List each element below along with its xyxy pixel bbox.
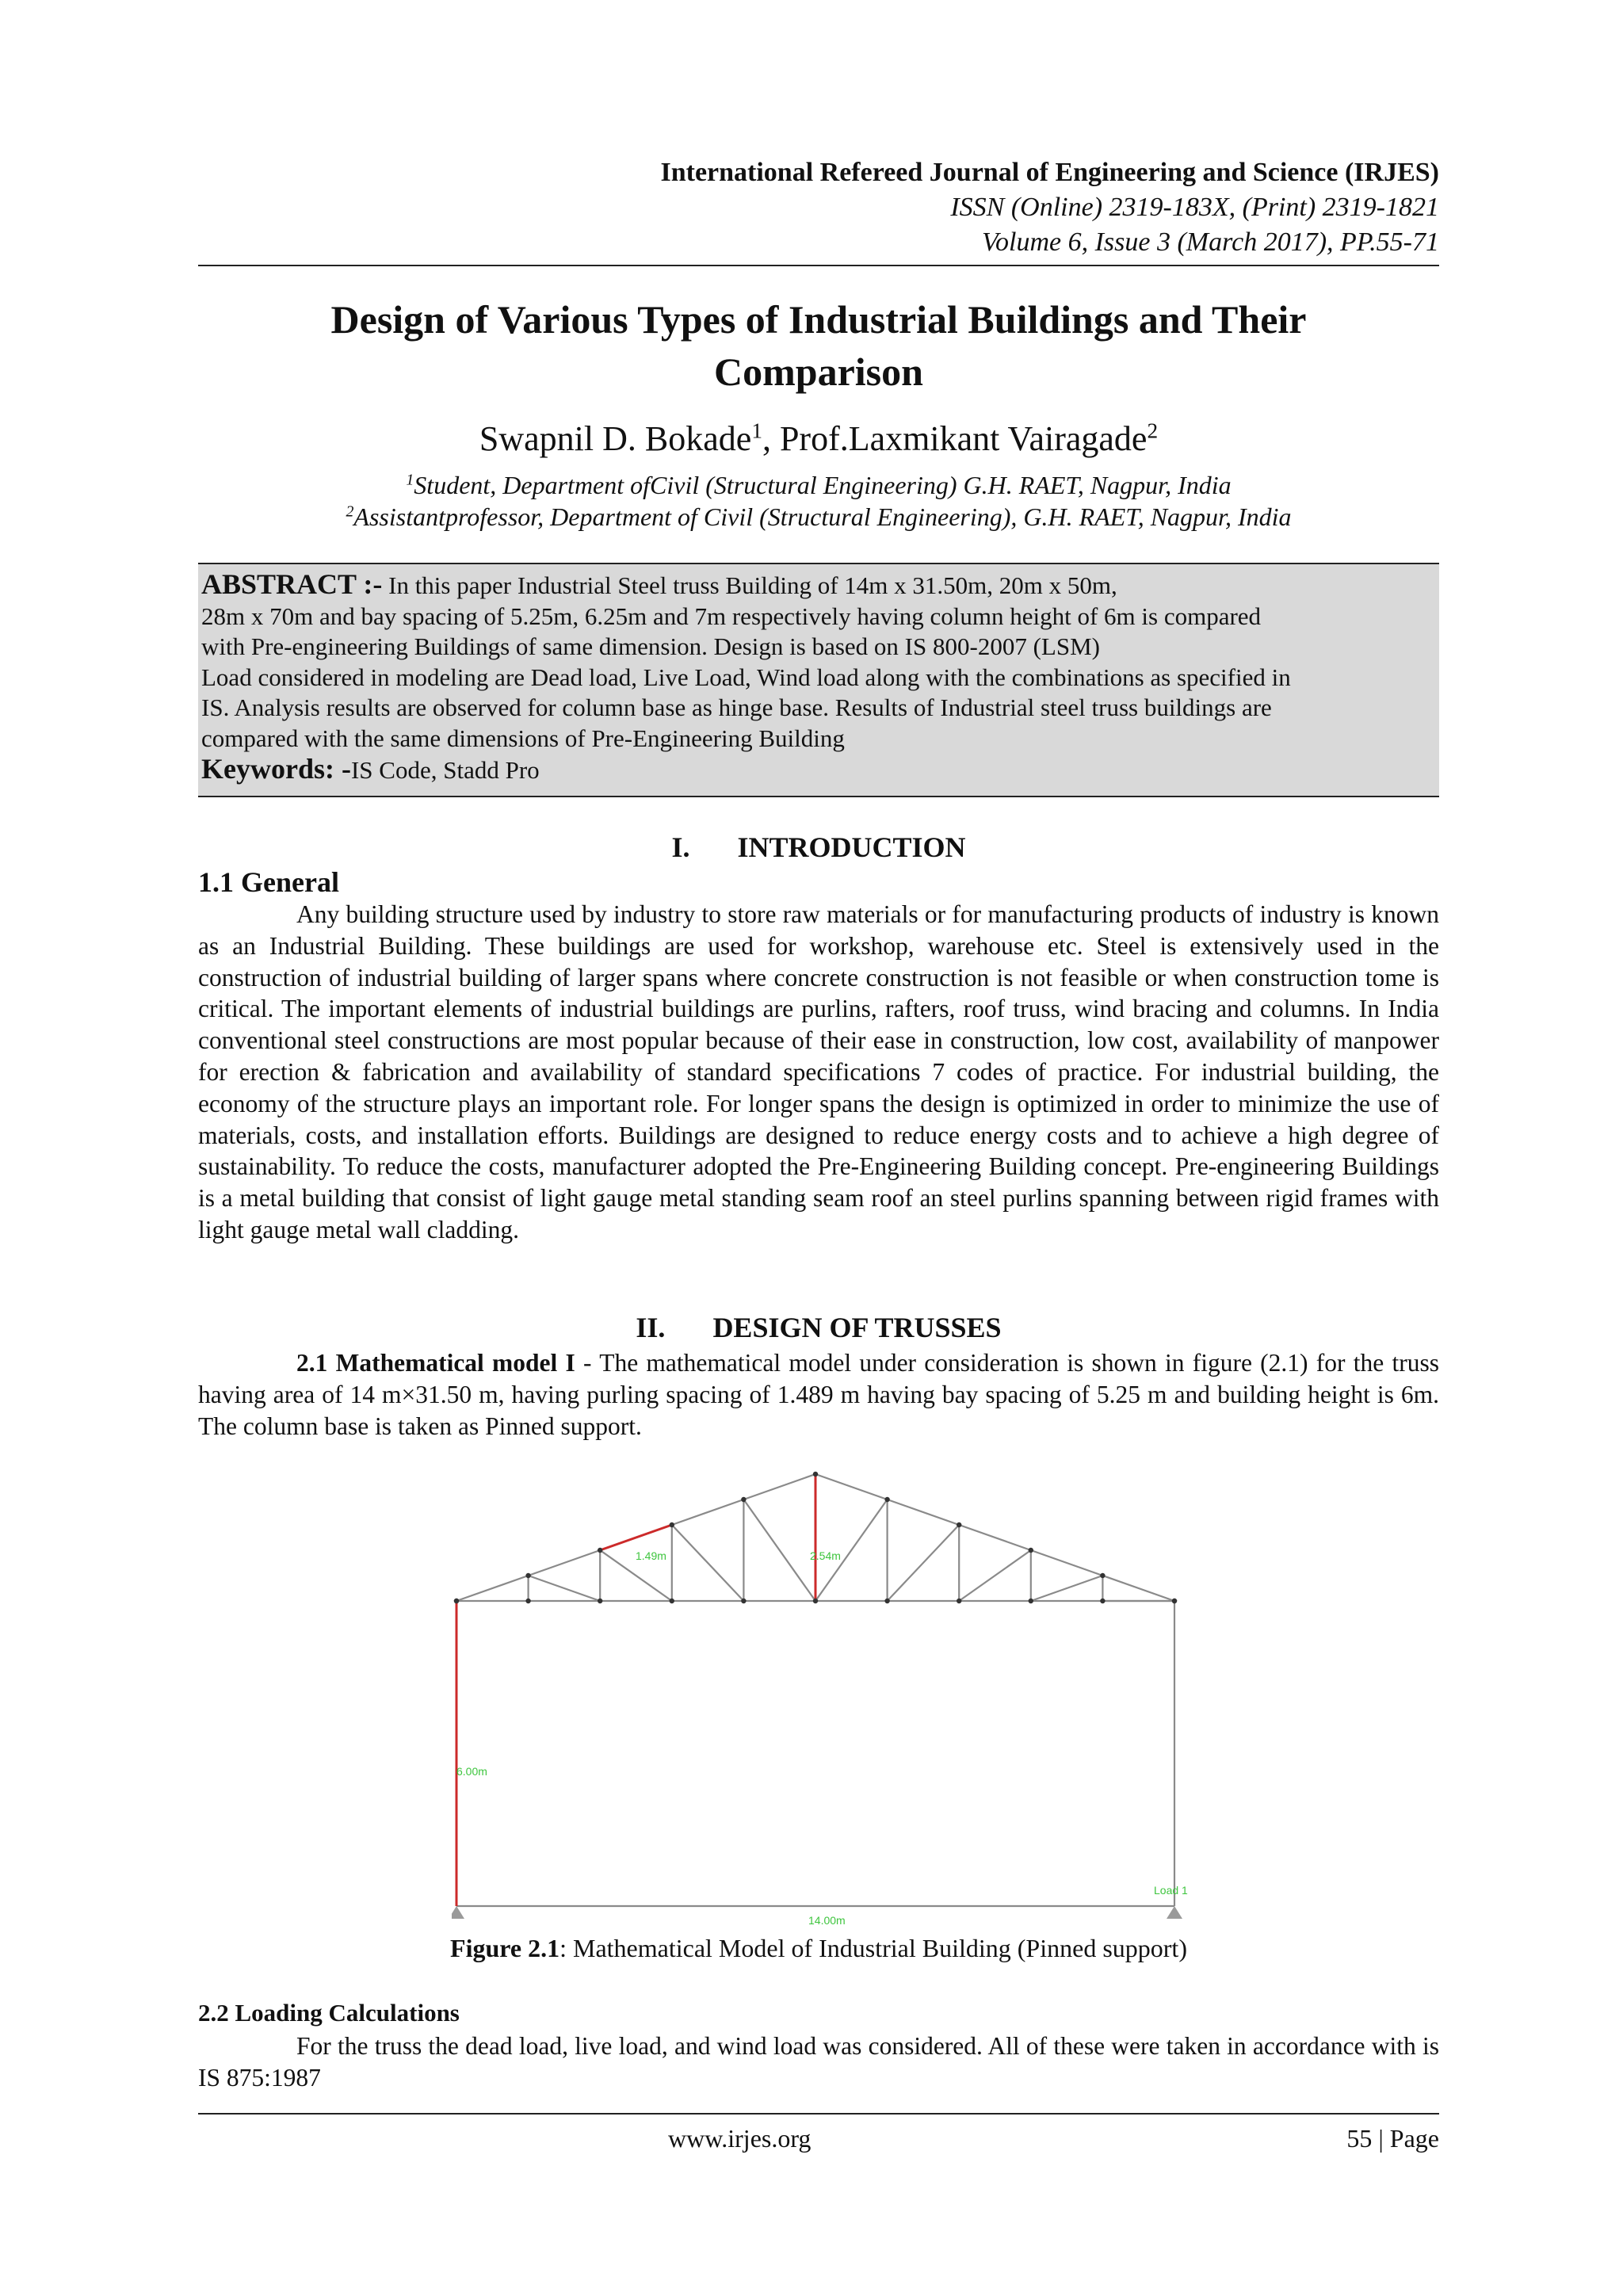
author-separator: , [762,419,780,458]
diagonal-member [1031,1576,1103,1601]
truss-node [525,1573,530,1578]
truss-node [670,1599,674,1603]
truss-node [1100,1573,1105,1578]
model-paragraph [198,1347,1439,1442]
label-column-height: 6.00m [456,1765,487,1778]
footer-page-number: 55 | Page [1346,2124,1439,2153]
diagonal-member [529,1576,601,1601]
author-list [198,417,1439,461]
truss-node [670,1522,674,1527]
top-chord-member [529,1550,601,1576]
truss-node [598,1599,602,1603]
truss-node [598,1548,602,1553]
paper-page [198,0,1439,2296]
header-rule [198,265,1439,266]
truss-node [525,1599,530,1603]
truss-node [957,1599,961,1603]
label-span: 14.00m [808,1914,846,1927]
footer-rule [198,2113,1439,2115]
truss-node [1100,1599,1105,1603]
section-number: I. [671,831,690,863]
truss-node [741,1497,746,1502]
abstract-label: ABSTRACT :- [201,568,383,600]
model-paragraph-text: - The mathematical model under consideration is shown in figure (2.1) for the truss having area of 14 m×31.50 m, having purling spacing of 1.489 m having bay spacing of 5.25 m and building height is 6m. The column base is taken as Pinned support. [198,1349,1439,1440]
rafter-segment-highlight [600,1525,672,1550]
paper-title [198,293,1439,398]
pinned-support [452,1906,464,1919]
abstract-line-5: IS. Analysis results are observed for column base as hinge base. Results of Industrial steel truss buildings are [201,693,1272,721]
affiliation-2 [198,501,1439,533]
author-1-sup: 1 [751,418,762,443]
abstract-line-2: 28m x 70m and bay spacing of 5.25m, 6.25m and 7m respectively having column height of 6m is compared [201,602,1262,630]
truss-node [1029,1548,1033,1553]
journal-volume: Volume 6, Issue 3 (March 2017), PP.55-71 [982,227,1439,257]
truss-node [884,1497,889,1502]
diagonal-member [888,1525,960,1601]
truss-figure [452,1466,1197,1934]
label-load-case: Load 1 [1154,1884,1188,1897]
truss-node [454,1599,459,1603]
abstract-line-4: Load considered in modeling are Dead load, Live Load, Wind load along with the combinations as specified in [201,663,1291,691]
affiliation-2-sup: 2 [346,502,354,521]
label-king-post: 2.54m [810,1549,841,1562]
paper-title-line2: Comparison [714,350,923,394]
top-chord-member [1031,1550,1103,1576]
keywords-label: Keywords: - [201,753,351,785]
section-title: INTRODUCTION [737,831,966,863]
truss-node [1172,1599,1177,1603]
diagonal-member [743,1499,815,1601]
model-paragraph-lead: 2.1 Mathematical model I [296,1349,575,1377]
journal-name: International Refereed Journal of Engineering and Science (IRJES) [660,158,1439,187]
figure-caption [198,1934,1439,1963]
top-chord-member [959,1525,1031,1550]
footer-site: www.irjes.org [668,2124,812,2153]
abstract-line-3: with Pre-engineering Buildings of same dimension. Design is based on IS 800-2007 (LSM) [201,632,1100,660]
label-rafter: 1.49m [636,1549,666,1562]
journal-header [660,155,1439,260]
affiliation-2-text: Assistantprofessor, Department of Civil (Structural Engineering), G.H. RAET, Nagpur, India [353,502,1292,531]
loading-paragraph: For the truss the dead load, live load, and wind load was considered. All of these were taken in accordance with is IS 875:1987 [198,2032,1439,2092]
truss-node [813,1599,818,1603]
section-heading-design [198,1311,1439,1344]
diagonal-member [959,1550,1031,1601]
abstract-line-1: In this paper Industrial Steel truss Building of 14m x 31.50m, 20m x 50m, [382,571,1117,599]
top-chord-member [743,1474,815,1499]
truss-node [1029,1599,1033,1603]
subsection-heading-loading: 2.2 Loading Calculations [198,1999,460,2027]
top-chord-member [1102,1576,1174,1601]
journal-issn: ISSN (Online) 2319-183X, (Print) 2319-1821 [950,193,1439,222]
section-number: II. [636,1312,666,1343]
diagonal-member [672,1525,744,1601]
subsection-heading-general: 1.1 General [198,866,339,898]
truss-node [957,1522,961,1527]
abstract-line-6: compared with the same dimensions of Pre-Engineering Building [201,724,845,752]
figure-caption-text: : Mathematical Model of Industrial Building (Pinned support) [559,1934,1187,1962]
section-heading-introduction [198,831,1439,864]
author-2: Prof.Laxmikant Vairagade [779,419,1148,458]
intro-paragraph: Any building structure used by industry to store raw materials or for manufacturing products of industry is known as an Industrial Building. These buildings are used for workshop, warehouse etc. Steel is extensively used in the construction of industrial building of larger spans where concrete construction is not feasible or when construction tome is critical. The important elements of industrial buildings are purlins, rafters, roof truss, wind bracing and columns. In India conventional steel constructions are most popular because of their ease in construction, low cost, availability of manpower for erection & fabrication and availability of standard specifications 7 codes of practice. For industrial building, the economy of the structure plays an important role. For longer spans the design is optimized in order to minimize the use of materials, costs, and installation efforts. Buildings are designed to reduce energy costs and to achieve a high degree of sustainability. To reduce the costs, manufacturer adopted the Pre-Engineering Building concept. Pre-engineering Buildings is a metal building that consist of light gauge metal standing seam roof an steel purlins spanning between rigid frames with light gauge metal wall cladding. [198,900,1439,1244]
author-1: Swapnil D. Bokade [479,419,752,458]
keywords-text: IS Code, Stadd Pro [350,756,540,784]
paper-title-line1: Design of Various Types of Industrial Buildings and Their [330,297,1307,342]
truss-node [741,1599,746,1603]
affiliation-1-sup: 1 [406,471,414,489]
top-chord-member [456,1576,529,1601]
top-chord-member [815,1474,888,1499]
affiliation-1 [198,469,1439,501]
author-2-sup: 2 [1147,418,1159,443]
section-title: DESIGN OF TRUSSES [712,1312,1002,1343]
top-chord-member [888,1499,960,1525]
truss-node [813,1472,818,1477]
figure-caption-label: Figure 2.1 [450,1934,560,1962]
abstract-box [198,563,1439,797]
pinned-support [1167,1906,1182,1919]
affiliation-1-text: Student, Department ofCivil (Structural Engineering) G.H. RAET, Nagpur, India [414,471,1232,499]
top-chord-member [672,1499,744,1525]
truss-node [884,1599,889,1603]
